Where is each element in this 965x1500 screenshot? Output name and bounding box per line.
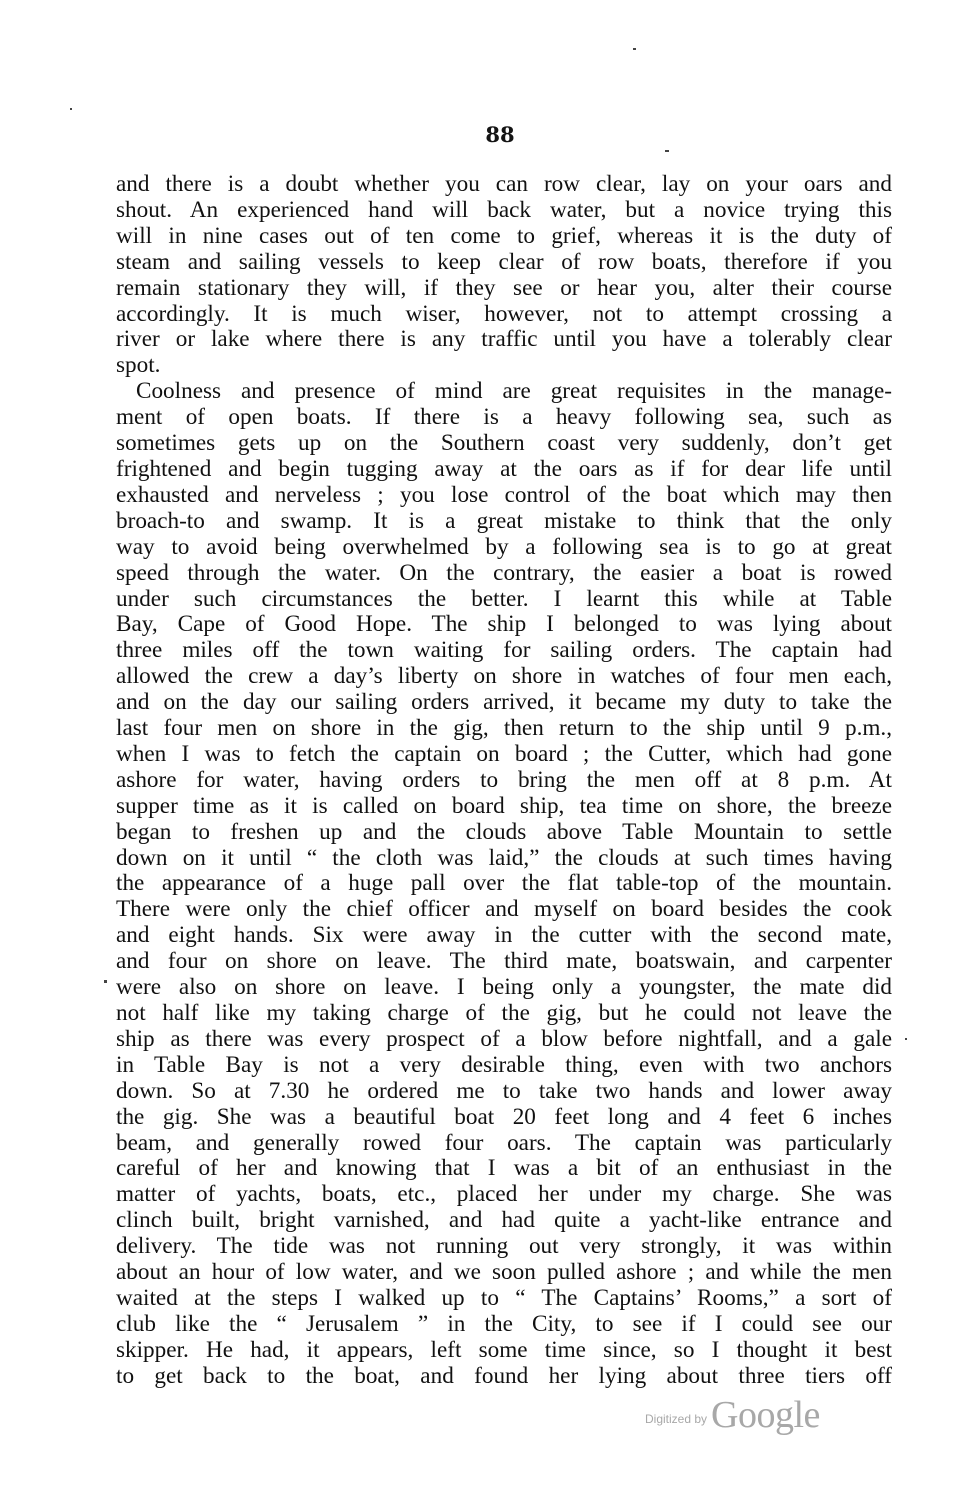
- text-line: the appearance of a huge pall over the flat table-top of the mountain.: [116, 870, 892, 897]
- text-line: and on the day our sailing orders arrived, it became my duty to take the: [116, 689, 892, 716]
- body-text: [116, 172, 892, 1390]
- text-line: three miles off the town waiting for sailing orders. The captain had: [116, 637, 892, 664]
- text-line: accordingly. It is much wiser, however, not to attempt crossing a: [116, 300, 892, 327]
- text-line: river or lake where there is any traffic until you have a tolerably clear: [116, 326, 892, 353]
- text-line: club like the “ Jerusalem ” in the City, to see if I could see our: [116, 1310, 892, 1337]
- scan-speck: [633, 48, 636, 50]
- text-line: ment of open boats. If there is a heavy following sea, such as: [116, 404, 892, 431]
- text-line: speed through the water. On the contrary, the easier a boat is rowed: [116, 559, 892, 586]
- text-line: spot.: [116, 352, 161, 379]
- scan-speck: [70, 108, 72, 110]
- text-line: exhausted and nerveless ; you lose control of the boat which may then: [116, 481, 892, 508]
- text-line: ship as there was every prospect of a blow before nightfall, and a gale: [116, 1025, 892, 1052]
- text-line: beam, and generally rowed four oars. The captain was particularly: [116, 1129, 892, 1156]
- scan-speck: [905, 1038, 907, 1040]
- text-line: steam and sailing vessels to keep clear of row boats, therefore if you: [116, 248, 892, 275]
- text-line: sometimes gets up on the Southern coast very suddenly, don’t get: [116, 430, 892, 457]
- text-line: delivery. The tide was not running out very strongly, it was within: [116, 1233, 892, 1260]
- digitized-by-google-watermark: [645, 1393, 820, 1437]
- text-line: about an hour of low water, and we soon pulled ashore ; and while the men: [116, 1259, 892, 1286]
- text-line: clinch built, bright varnished, and had quite a yacht-like entrance and: [116, 1207, 892, 1234]
- text-line: careful of her and knowing that I was a bit of an enthusiast in the: [116, 1155, 892, 1182]
- text-line: down on it until “ the cloth was laid,” the clouds at such times having: [116, 844, 892, 871]
- text-line: were also on shore on leave. I being only a youngster, the mate did: [116, 974, 892, 1001]
- text-line: skipper. He had, it appears, left some time since, so I thought it best: [116, 1336, 892, 1363]
- text-line: broach-to and swamp. It is a great mistake to think that the only: [116, 507, 892, 534]
- text-line: and four on shore on leave. The third mate, boatswain, and carpenter: [116, 948, 892, 975]
- text-line: under such circumstances the better. I learnt this while at Table: [116, 585, 892, 612]
- text-line: will in nine cases out of ten come to grief, whereas it is the duty of: [116, 222, 892, 249]
- text-line: not half like my taking charge of the gig, but he could not leave the: [116, 1000, 892, 1026]
- text-line: and eight hands. Six were away in the cutter with the second mate,: [116, 922, 892, 949]
- scan-speck: [104, 980, 107, 983]
- text-line: remain stationary they will, if they see or hear you, alter their course: [116, 274, 892, 301]
- text-line: shout. An experienced hand will back water, but a novice trying this: [116, 196, 892, 223]
- page-number: 88: [485, 122, 515, 147]
- text-line: waited at the steps I walked up to “ The Captains’ Rooms,” a sort of: [116, 1284, 892, 1311]
- text-line: allowed the crew a day’s liberty on shore in watches of four men each,: [116, 663, 892, 690]
- google-logo-text: Google: [711, 1394, 820, 1436]
- text-line: last four men on shore in the gig, then return to the ship until 9 p.m.,: [116, 715, 892, 742]
- text-line: in Table Bay is not a very desirable thing, even with two anchors: [116, 1051, 892, 1078]
- text-line: Coolness and presence of mind are great requisites in the manage-: [136, 378, 892, 405]
- text-line: and there is a doubt whether you can row clear, lay on your oars and: [116, 171, 892, 197]
- text-line: when I was to fetch the captain on board ; the Cutter, which had gone: [116, 740, 892, 767]
- text-line: the gig. She was a beautiful boat 20 feet long and 4 feet 6 inches: [116, 1103, 892, 1130]
- scan-speck: [665, 150, 669, 152]
- text-line: ashore for water, having orders to bring the men off at 8 p.m. At: [116, 766, 892, 793]
- text-line: to get back to the boat, and found her lying about three tiers off: [116, 1362, 892, 1389]
- text-line: There were only the chief officer and myself on board besides the cook: [116, 896, 892, 923]
- text-line: way to avoid being overwhelmed by a following sea is to go at great: [116, 533, 892, 560]
- text-line: matter of yachts, boats, etc., placed her under my charge. She was: [116, 1181, 892, 1208]
- text-line: frightened and begin tugging away at the oars as if for dear life until: [116, 455, 892, 482]
- text-line: began to freshen up and the clouds above Table Mountain to settle: [116, 818, 892, 845]
- watermark-prefix: Digitized by: [645, 1412, 708, 1426]
- text-line: Bay, Cape of Good Hope. The ship I belonged to was lying about: [116, 611, 892, 638]
- text-line: supper time as it is called on board ship, tea time on shore, the breeze: [116, 792, 892, 819]
- text-line: down. So at 7.30 he ordered me to take two hands and lower away: [116, 1077, 892, 1104]
